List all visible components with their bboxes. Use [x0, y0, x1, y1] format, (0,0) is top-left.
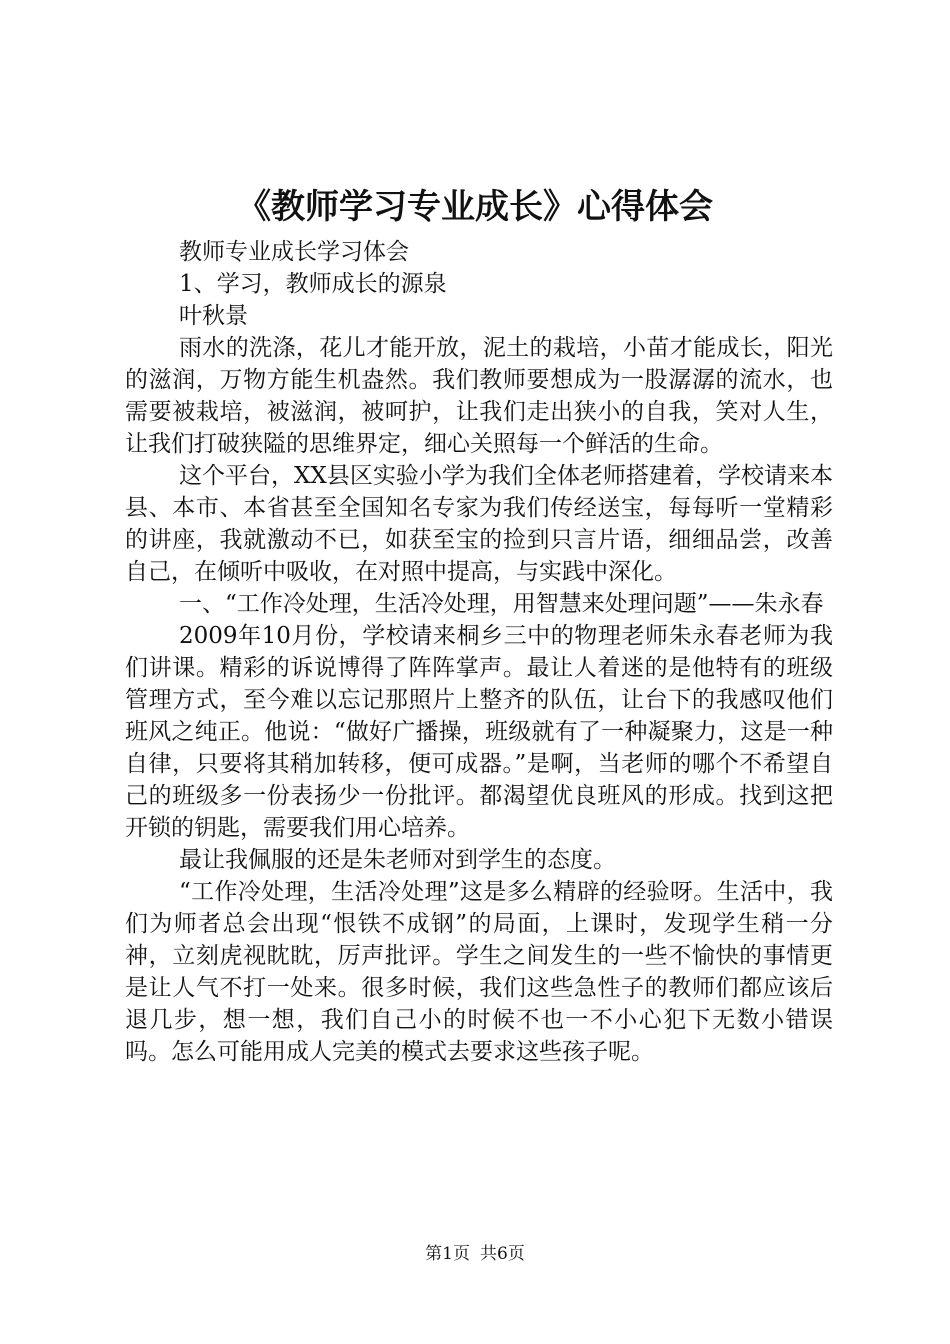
- paragraph: 最让我佩服的还是朱老师对到学生的态度。: [179, 847, 616, 873]
- document-body: [125, 236, 833, 1068]
- paragraph: 这个平台，XX县区实验小学为我们全体老师搭建着，学校请来本县、本市、本省甚至全国知名专家为我们传经送宝，每每听一堂精彩的讲座，我就激动不已，如获至宝的捡到只言片语，细细品尝，改善自己，在倾听中吸收，在对照中提高，与实践中深化。: [125, 463, 833, 585]
- paragraph-section-heading: 1、学习，教师成长的源泉: [179, 271, 447, 297]
- paragraph-author: 叶秋景: [179, 303, 248, 329]
- paragraph-subtitle: 教师专业成长学习体会: [179, 239, 409, 265]
- paragraph: 雨水的洗涤，花儿才能开放，泥土的栽培，小苗才能成长，阳光的滋润，万物方能生机盎然。我们教师要想成为一股潺潺的流水，也需要被栽培，被滋润，被呵护，让我们走出狭小的自我，笑对人生，让我们打破狭隘的思维界定，细心关照每一个鲜活的生命。: [125, 335, 833, 457]
- page-total: 共6页: [480, 1244, 525, 1264]
- document-title: 《教师学习专业成长》心得体会: [237, 187, 713, 227]
- paragraph: “工作冷处理，生活冷处理”这是多么精辟的经验呀。生活中，我们为师者总会出现“恨铁不成钢”的局面，上课时，发现学生稍一分神，立刻虎视眈眈，厉声批评。学生之间发生的一些不愉快的事情更是让人气不打一处来。很多时候，我们这些急性子的教师们都应该后退几步，想一想，我们自己小的时候不也一不小心犯下无数小错误吗。怎么可能用成人完美的模式去要求这些孩子呢。: [125, 879, 833, 1065]
- page-number: 第1页: [425, 1244, 470, 1264]
- page-footer: [0, 1242, 950, 1266]
- paragraph-subheading: 一、“工作冷处理，生活冷处理，用智慧来处理问题”——朱永春: [179, 591, 824, 617]
- paragraph: 2009年10月份，学校请来桐乡三中的物理老师朱永春老师为我们讲课。精彩的诉说博得了阵阵掌声。最让人着迷的是他特有的班级管理方式，至今难以忘记那照片上整齐的队伍，让台下的我感叹他们班风之纯正。他说：“做好广播操，班级就有了一种凝聚力，这是一种自律，只要将其稍加转移，便可成器。”是啊，当老师的哪个不希望自己的班级多一份表扬少一份批评。都渴望优良班风的形成。找到这把开锁的钥匙，需要我们用心培养。: [125, 623, 833, 841]
